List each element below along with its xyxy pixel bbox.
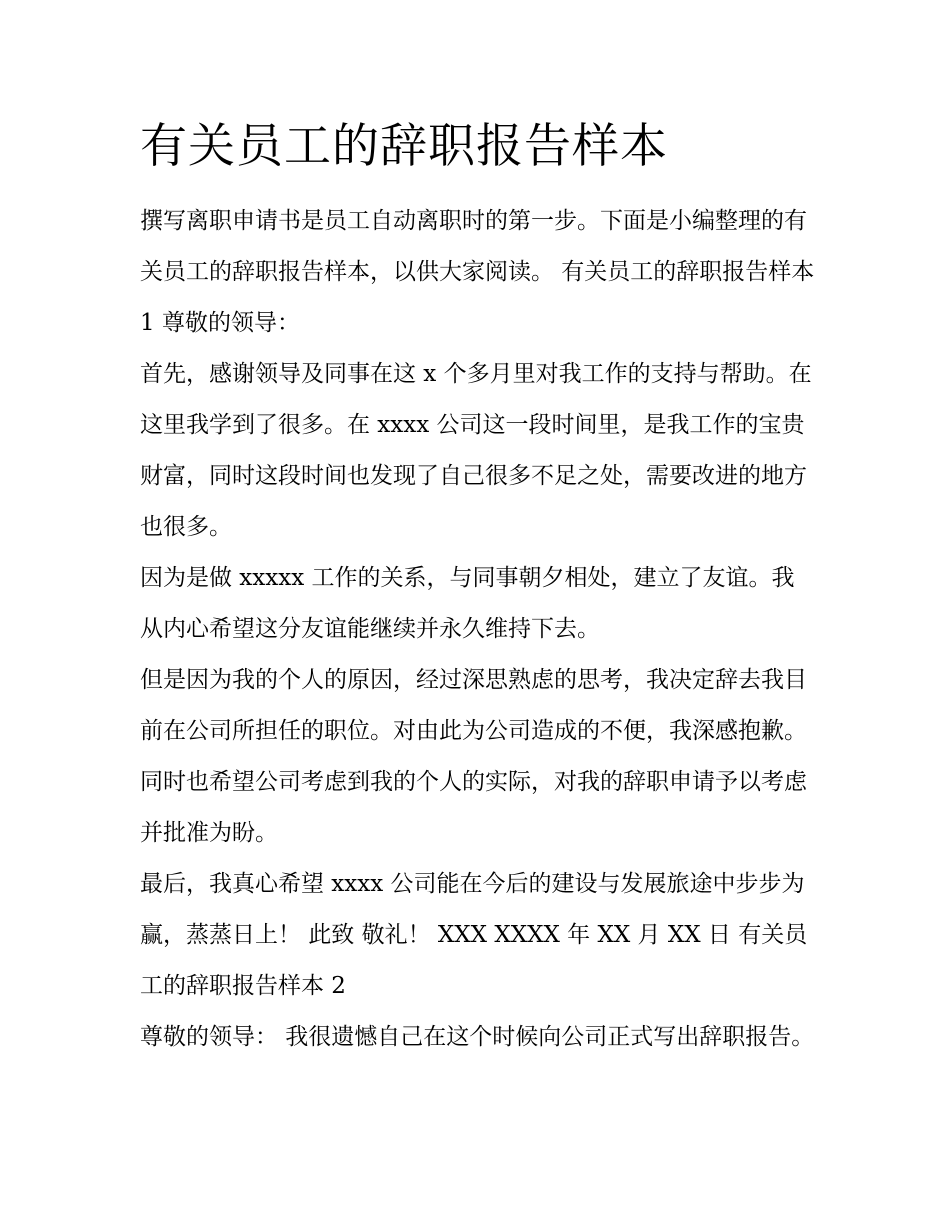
paragraph-4: 但是因为我的个人的原因，经过深思熟虑的思考，我决定辞去我目前在公司所担任的职位。对由此为公司造成的不便，我深感抱歉。同时也希望公司考虑到我的个人的实际，对我的辞职申请予以考虑并批准为盼。	[140, 667, 807, 846]
paragraph-1: 撰写离职申请书是员工自动离职时的第一步。下面是小编整理的有关员工的辞职报告样本，以供大家阅读。 有关员工的辞职报告样本 1 尊敬的领导：	[140, 208, 815, 336]
paragraph-3: 因为是做 xxxxx 工作的关系，与同事朝夕相处，建立了友谊。我从内心希望这分友谊能继续并永久维持下去。	[140, 565, 795, 642]
paragraph-5: 最后，我真心希望 xxxx 公司能在今后的建设与发展旅途中步步为赢，蒸蒸日上！ 此致 敬礼！ XXX XXXX 年 XX 月 XX 日 有关员工的辞职报告样本 2	[140, 871, 808, 999]
paragraph-2: 首先，感谢领导及同事在这 x 个多月里对我工作的支持与帮助。在这里我学到了很多。在 xxxx 公司这一段时间里，是我工作的宝贵财富，同时这段时间也发现了自己很多不足之处，需要改进的地方也很多。	[140, 361, 812, 540]
document-title: 有关员工的辞职报告样本	[140, 119, 668, 174]
document-page	[140, 112, 815, 1063]
paragraph-6: 尊敬的领导： 我很遗憾自己在这个时候向公司正式写出辞职报告。	[140, 1024, 815, 1050]
